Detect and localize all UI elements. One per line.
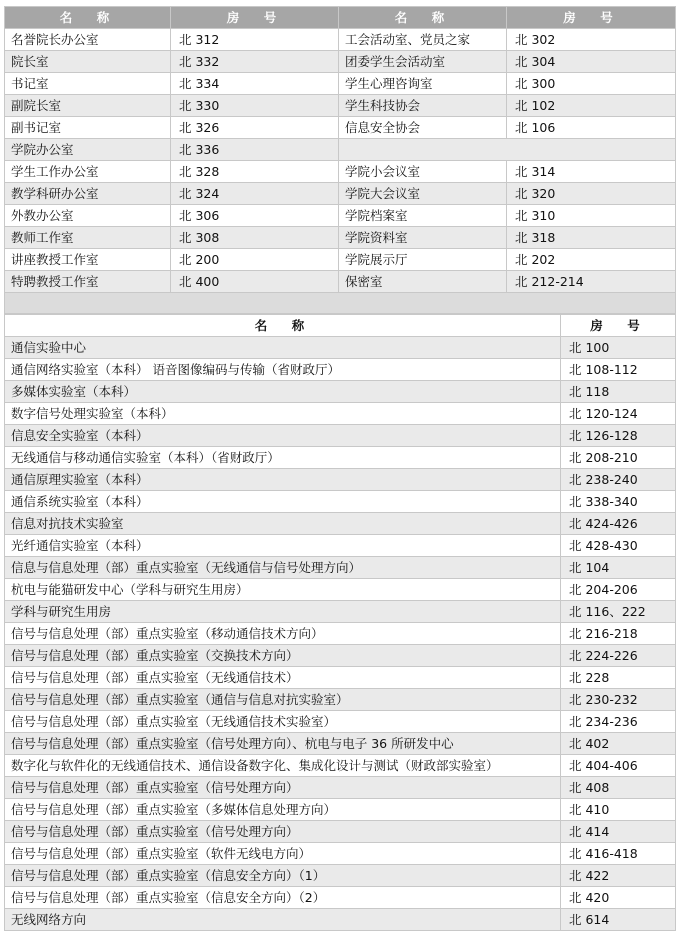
room-name-cell: 院长室 xyxy=(5,51,171,73)
table-row xyxy=(5,909,676,931)
lab-name-cell: 信号与信息处理（部）重点实验室（信息安全方向）（2） xyxy=(5,887,561,909)
room-number-cell: 北 330 xyxy=(171,95,339,117)
room-number-cell: 北 338-340 xyxy=(561,491,676,513)
lab-name-cell: 信息安全实验室（本科） xyxy=(5,425,561,447)
lab-name-cell: 通信实验中心 xyxy=(5,337,561,359)
section-divider xyxy=(5,293,676,314)
table-row xyxy=(5,491,676,513)
room-number-cell: 北 306 xyxy=(171,205,339,227)
room-name-cell: 学院大会议室 xyxy=(339,183,507,205)
room-name-cell: 团委学生会活动室 xyxy=(339,51,507,73)
room-number-cell: 北 404-406 xyxy=(561,755,676,777)
lab-name-cell: 信号与信息处理（部）重点实验室（通信与信息对抗实验室） xyxy=(5,689,561,711)
room-name-cell: 学院展示厅 xyxy=(339,249,507,271)
room-name-cell: 副院长室 xyxy=(5,95,171,117)
room-number-cell: 北 326 xyxy=(171,117,339,139)
room-number-cell: 北 334 xyxy=(171,73,339,95)
table-row xyxy=(5,51,676,73)
room-name-cell: 学院小会议室 xyxy=(339,161,507,183)
table-row xyxy=(5,425,676,447)
table-row xyxy=(5,645,676,667)
table-row xyxy=(5,205,676,227)
lab-name-cell: 信号与信息处理（部）重点实验室（无线通信技术实验室） xyxy=(5,711,561,733)
room-number-cell: 北 414 xyxy=(561,821,676,843)
room-number-cell: 北 104 xyxy=(561,557,676,579)
lab-name-cell: 无线通信与移动通信实验室（本科）（省财政厅） xyxy=(5,447,561,469)
table-row xyxy=(5,403,676,425)
lab-name-cell: 光纤通信实验室（本科） xyxy=(5,535,561,557)
room-number-cell: 北 100 xyxy=(561,337,676,359)
room-number-cell: 北 424-426 xyxy=(561,513,676,535)
room-name-cell: 工会活动室、党员之家 xyxy=(339,29,507,51)
room-number-cell: 北 310 xyxy=(507,205,676,227)
room-number-cell: 北 328 xyxy=(171,161,339,183)
lab-name-cell: 数字信号处理实验室（本科） xyxy=(5,403,561,425)
table-row xyxy=(5,183,676,205)
lab-name-cell: 信息对抗技术实验室 xyxy=(5,513,561,535)
table-row xyxy=(5,733,676,755)
empty-cell xyxy=(339,139,676,161)
room-name-cell: 保密室 xyxy=(339,271,507,293)
table-row xyxy=(5,821,676,843)
room-number-cell: 北 106 xyxy=(507,117,676,139)
room-name-cell: 副书记室 xyxy=(5,117,171,139)
column-header-room: 房 号 xyxy=(507,7,676,29)
room-number-cell: 北 230-232 xyxy=(561,689,676,711)
table-row xyxy=(5,95,676,117)
lab-name-cell: 信号与信息处理（部）重点实验室（多媒体信息处理方向） xyxy=(5,799,561,821)
room-name-cell: 书记室 xyxy=(5,73,171,95)
room-number-cell: 北 422 xyxy=(561,865,676,887)
room-name-cell: 学生工作办公室 xyxy=(5,161,171,183)
lab-name-cell: 信息与信息处理（部）重点实验室（无线通信与信号处理方向） xyxy=(5,557,561,579)
room-number-cell: 北 410 xyxy=(561,799,676,821)
room-number-cell: 北 408 xyxy=(561,777,676,799)
table-header-row xyxy=(5,7,676,29)
room-number-cell: 北 224-226 xyxy=(561,645,676,667)
room-number-cell: 北 108-112 xyxy=(561,359,676,381)
table-row xyxy=(5,623,676,645)
room-name-cell: 名誉院长办公室 xyxy=(5,29,171,51)
lab-name-cell: 通信系统实验室（本科） xyxy=(5,491,561,513)
lab-name-cell: 信号与信息处理（部）重点实验室（信号处理方向）、杭电与电子 36 所研发中心 xyxy=(5,733,561,755)
table-row xyxy=(5,249,676,271)
room-name-cell: 学院办公室 xyxy=(5,139,171,161)
room-name-cell: 信息安全协会 xyxy=(339,117,507,139)
lab-name-cell: 信号与信息处理（部）重点实验室（信号处理方向） xyxy=(5,777,561,799)
room-number-cell: 北 312 xyxy=(171,29,339,51)
table-row xyxy=(5,469,676,491)
room-number-cell: 北 300 xyxy=(507,73,676,95)
table-row xyxy=(5,337,676,359)
room-number-cell: 北 400 xyxy=(171,271,339,293)
table-row xyxy=(5,161,676,183)
room-number-cell: 北 234-236 xyxy=(561,711,676,733)
room-name-cell: 外教办公室 xyxy=(5,205,171,227)
room-name-cell: 讲座教授工作室 xyxy=(5,249,171,271)
room-number-cell: 北 336 xyxy=(171,139,339,161)
room-number-cell: 北 118 xyxy=(561,381,676,403)
table-row xyxy=(5,117,676,139)
lab-name-cell: 学科与研究生用房 xyxy=(5,601,561,623)
lab-name-cell: 信号与信息处理（部）重点实验室（信息安全方向）（1） xyxy=(5,865,561,887)
room-number-cell: 北 318 xyxy=(507,227,676,249)
table-row xyxy=(5,865,676,887)
table-row xyxy=(5,579,676,601)
lab-name-cell: 通信网络实验室（本科） 语音图像编码与传输（省财政厅） xyxy=(5,359,561,381)
lab-name-cell: 信号与信息处理（部）重点实验室（移动通信技术方向） xyxy=(5,623,561,645)
column-header-room: 房 号 xyxy=(561,315,676,337)
table-row xyxy=(5,535,676,557)
table-row xyxy=(5,711,676,733)
table-row xyxy=(5,557,676,579)
room-name-cell: 学院资料室 xyxy=(339,227,507,249)
lab-name-cell: 无线网络方向 xyxy=(5,909,561,931)
table-row xyxy=(5,227,676,249)
table-row xyxy=(5,799,676,821)
room-number-cell: 北 208-210 xyxy=(561,447,676,469)
room-number-cell: 北 402 xyxy=(561,733,676,755)
room-number-cell: 北 212-214 xyxy=(507,271,676,293)
room-number-cell: 北 304 xyxy=(507,51,676,73)
lab-name-cell: 通信原理实验室（本科） xyxy=(5,469,561,491)
table-header-row xyxy=(5,315,676,337)
room-number-cell: 北 120-124 xyxy=(561,403,676,425)
table-row xyxy=(5,381,676,403)
lab-name-cell: 信号与信息处理（部）重点实验室（无线通信技术） xyxy=(5,667,561,689)
room-name-cell: 学生心理咨询室 xyxy=(339,73,507,95)
table-row xyxy=(5,271,676,293)
table-row xyxy=(5,667,676,689)
room-number-cell: 北 308 xyxy=(171,227,339,249)
room-number-cell: 北 126-128 xyxy=(561,425,676,447)
room-number-cell: 北 314 xyxy=(507,161,676,183)
room-number-cell: 北 614 xyxy=(561,909,676,931)
table-row xyxy=(5,843,676,865)
lab-name-cell: 多媒体实验室（本科） xyxy=(5,381,561,403)
room-number-cell: 北 200 xyxy=(171,249,339,271)
table-row xyxy=(5,29,676,51)
office-room-table xyxy=(4,6,676,314)
room-number-cell: 北 228 xyxy=(561,667,676,689)
room-number-cell: 北 302 xyxy=(507,29,676,51)
room-number-cell: 北 102 xyxy=(507,95,676,117)
lab-name-cell: 杭电与能猫研发中心（学科与研究生用房） xyxy=(5,579,561,601)
room-number-cell: 北 416-418 xyxy=(561,843,676,865)
table-row xyxy=(5,139,676,161)
room-number-cell: 北 428-430 xyxy=(561,535,676,557)
table-row xyxy=(5,777,676,799)
room-name-cell: 学院档案室 xyxy=(339,205,507,227)
room-number-cell: 北 332 xyxy=(171,51,339,73)
table-row xyxy=(5,513,676,535)
room-name-cell: 学生科技协会 xyxy=(339,95,507,117)
room-number-cell: 北 202 xyxy=(507,249,676,271)
lab-name-cell: 信号与信息处理（部）重点实验室（信号处理方向） xyxy=(5,821,561,843)
room-number-cell: 北 204-206 xyxy=(561,579,676,601)
column-header-name: 名 称 xyxy=(5,7,171,29)
column-header-name: 名 称 xyxy=(339,7,507,29)
room-name-cell: 教学科研办公室 xyxy=(5,183,171,205)
room-number-cell: 北 116、222 xyxy=(561,601,676,623)
room-number-cell: 北 324 xyxy=(171,183,339,205)
table-row xyxy=(5,755,676,777)
divider-cell xyxy=(5,293,676,314)
lab-room-table xyxy=(4,314,676,931)
column-header-name: 名 称 xyxy=(5,315,561,337)
room-name-cell: 教师工作室 xyxy=(5,227,171,249)
table-row xyxy=(5,73,676,95)
table-row xyxy=(5,689,676,711)
room-number-cell: 北 320 xyxy=(507,183,676,205)
room-number-cell: 北 420 xyxy=(561,887,676,909)
room-number-cell: 北 216-218 xyxy=(561,623,676,645)
lab-name-cell: 信号与信息处理（部）重点实验室（软件无线电方向） xyxy=(5,843,561,865)
table-row xyxy=(5,887,676,909)
table-row xyxy=(5,447,676,469)
lab-name-cell: 信号与信息处理（部）重点实验室（交换技术方向） xyxy=(5,645,561,667)
room-directory xyxy=(4,6,675,931)
room-number-cell: 北 238-240 xyxy=(561,469,676,491)
table-row xyxy=(5,601,676,623)
column-header-room: 房 号 xyxy=(171,7,339,29)
lab-name-cell: 数字化与软件化的无线通信技术、通信设备数字化、集成化设计与测试（财政部实验室） xyxy=(5,755,561,777)
room-name-cell: 特聘教授工作室 xyxy=(5,271,171,293)
table-row xyxy=(5,359,676,381)
